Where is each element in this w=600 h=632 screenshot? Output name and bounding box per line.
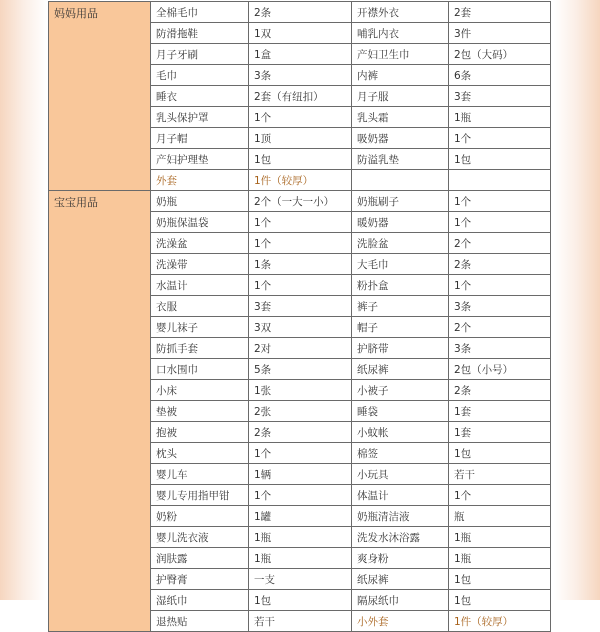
quantity-cell: 2条 [449,380,551,401]
shopping-checklist-table [48,1,551,632]
quantity-cell: 1个 [449,485,551,506]
category-cell: 宝宝用品 [49,191,151,632]
quantity-cell: 1个 [249,275,352,296]
quantity-cell: 1罐 [249,506,352,527]
item-name-cell: 防滑拖鞋 [151,23,249,44]
quantity-cell: 2套 [449,2,551,23]
quantity-cell: 2条 [249,422,352,443]
item-name-cell [352,170,449,191]
quantity-cell: 1包 [249,149,352,170]
item-name-cell: 洗脸盆 [352,233,449,254]
item-name-cell: 奶粉 [151,506,249,527]
item-name-cell: 产妇护理垫 [151,149,249,170]
quantity-cell: 3件 [449,23,551,44]
quantity-cell: 1个 [449,191,551,212]
item-name-cell: 毛巾 [151,65,249,86]
item-name-cell: 全棉毛巾 [151,2,249,23]
item-name-cell: 水温计 [151,275,249,296]
quantity-cell: 2包（小号） [449,359,551,380]
item-name-cell: 睡衣 [151,86,249,107]
quantity-cell: 1盒 [249,44,352,65]
quantity-cell: 2套（有纽扣） [249,86,352,107]
quantity-cell: 2对 [249,338,352,359]
category-cell: 妈妈用品 [49,2,151,191]
item-name-cell: 护脐带 [352,338,449,359]
quantity-cell: 1瓶 [249,548,352,569]
item-name-cell: 体温计 [352,485,449,506]
quantity-cell: 1辆 [249,464,352,485]
quantity-cell: 2个（一大一小） [249,191,352,212]
item-name-cell: 小玩具 [352,464,449,485]
table-row [49,191,551,212]
quantity-cell: 1包 [449,443,551,464]
item-name-cell: 婴儿专用指甲钳 [151,485,249,506]
quantity-cell: 3条 [449,296,551,317]
quantity-cell: 1件（较厚） [249,170,352,191]
quantity-cell: 1瓶 [449,548,551,569]
item-name-cell: 内裤 [352,65,449,86]
item-name-cell: 枕头 [151,443,249,464]
item-name-cell: 大毛巾 [352,254,449,275]
item-name-cell: 暖奶器 [352,212,449,233]
item-name-cell: 纸尿裤 [352,359,449,380]
item-name-cell: 口水围巾 [151,359,249,380]
item-name-cell: 哺乳内衣 [352,23,449,44]
quantity-cell: 1个 [449,128,551,149]
item-name-cell: 衣服 [151,296,249,317]
table-row [49,2,551,23]
quantity-cell: 若干 [449,464,551,485]
quantity-cell: 1条 [249,254,352,275]
item-name-cell: 月子帽 [151,128,249,149]
quantity-cell: 1个 [249,107,352,128]
item-name-cell: 奶瓶刷子 [352,191,449,212]
quantity-cell: 若干 [249,611,352,632]
item-name-cell: 婴儿洗衣液 [151,527,249,548]
item-name-cell: 月子牙刷 [151,44,249,65]
quantity-cell: 2个 [449,233,551,254]
item-name-cell: 婴儿袜子 [151,317,249,338]
item-name-cell: 爽身粉 [352,548,449,569]
item-name-cell: 退热贴 [151,611,249,632]
item-name-cell: 洗发水沐浴露 [352,527,449,548]
quantity-cell: 3条 [449,338,551,359]
quantity-cell: 6条 [449,65,551,86]
quantity-cell: 1包 [249,590,352,611]
quantity-cell: 1顶 [249,128,352,149]
quantity-cell: 3套 [249,296,352,317]
item-name-cell: 小外套 [352,611,449,632]
quantity-cell: 2张 [249,401,352,422]
item-name-cell: 抱被 [151,422,249,443]
item-name-cell: 产妇卫生巾 [352,44,449,65]
item-name-cell: 乳头保护罩 [151,107,249,128]
quantity-cell: 1瓶 [449,107,551,128]
item-name-cell: 垫被 [151,401,249,422]
item-name-cell: 月子服 [352,86,449,107]
table-body [49,2,551,632]
quantity-cell: 2条 [449,254,551,275]
quantity-cell: 瓶 [449,506,551,527]
quantity-cell: 1包 [449,590,551,611]
item-name-cell: 洗澡带 [151,254,249,275]
item-name-cell: 粉扑盒 [352,275,449,296]
quantity-cell: 1张 [249,380,352,401]
quantity-cell: 1个 [249,443,352,464]
quantity-cell: 1个 [449,212,551,233]
quantity-cell: 1包 [449,569,551,590]
item-name-cell: 洗澡盆 [151,233,249,254]
item-name-cell: 帽子 [352,317,449,338]
quantity-cell: 一支 [249,569,352,590]
item-name-cell: 湿纸巾 [151,590,249,611]
quantity-cell: 5条 [249,359,352,380]
item-name-cell: 护臀膏 [151,569,249,590]
item-name-cell: 隔尿纸巾 [352,590,449,611]
quantity-cell: 3条 [249,65,352,86]
quantity-cell: 2包（大码） [449,44,551,65]
item-name-cell: 奶瓶保温袋 [151,212,249,233]
item-name-cell: 奶瓶清洁液 [352,506,449,527]
quantity-cell: 1套 [449,422,551,443]
quantity-cell: 1个 [249,485,352,506]
quantity-cell: 1个 [249,212,352,233]
quantity-cell: 1套 [449,401,551,422]
item-name-cell: 防抓手套 [151,338,249,359]
quantity-cell: 2条 [249,2,352,23]
quantity-cell: 1个 [449,275,551,296]
quantity-cell: 1件（较厚） [449,611,551,632]
item-name-cell: 小被子 [352,380,449,401]
quantity-cell: 3套 [449,86,551,107]
item-name-cell: 婴儿车 [151,464,249,485]
item-name-cell: 纸尿裤 [352,569,449,590]
item-name-cell: 小床 [151,380,249,401]
quantity-cell: 3双 [249,317,352,338]
item-name-cell: 润肤露 [151,548,249,569]
item-name-cell: 棉签 [352,443,449,464]
item-name-cell: 乳头霜 [352,107,449,128]
item-name-cell: 外套 [151,170,249,191]
quantity-cell: 2个 [449,317,551,338]
quantity-cell [449,170,551,191]
quantity-cell: 1瓶 [249,527,352,548]
item-name-cell: 小蚊帐 [352,422,449,443]
item-name-cell: 睡袋 [352,401,449,422]
item-name-cell: 开襟外衣 [352,2,449,23]
item-name-cell: 吸奶器 [352,128,449,149]
item-name-cell: 奶瓶 [151,191,249,212]
quantity-cell: 1瓶 [449,527,551,548]
quantity-cell: 1个 [249,233,352,254]
quantity-cell: 1双 [249,23,352,44]
quantity-cell: 1包 [449,149,551,170]
item-name-cell: 裤子 [352,296,449,317]
item-name-cell: 防溢乳垫 [352,149,449,170]
